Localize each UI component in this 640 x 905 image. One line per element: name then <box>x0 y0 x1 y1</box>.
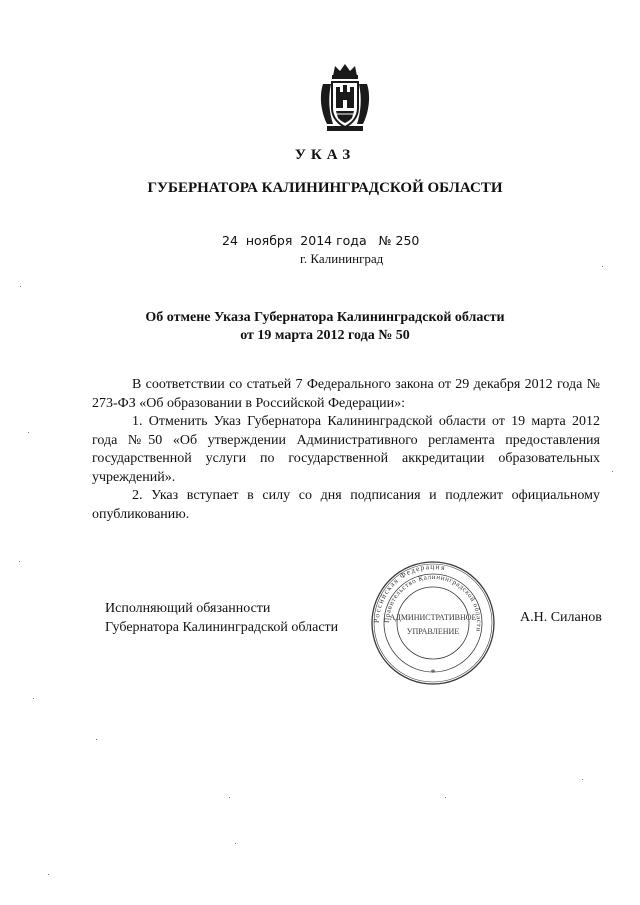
stamp-middle-text: Правительство Калининградской области <box>382 572 484 633</box>
decree-date-number: 24 ноября 2014 года № 250 <box>222 233 420 248</box>
signatory-position-line2: Губернатора Калининградской области <box>105 619 339 635</box>
signatory-name: А.Н. Силанов <box>520 610 602 625</box>
decree-subject-line1: Об отмене Указа Губернатора Калининградской области <box>145 310 505 325</box>
signatory-position-line1: Исполняющий обязанности <box>105 601 271 616</box>
decree-subject-line2: от 19 марта 2012 года № 50 <box>240 328 410 343</box>
decree-title: УКАЗ <box>294 147 356 163</box>
stamp-outer-text: Российская Федерация <box>371 561 447 624</box>
coat-of-arms-icon <box>317 62 373 134</box>
decree-subject <box>0 309 640 345</box>
decree-item-1: 1. Отменить Указ Губернатора Калининградской области от 19 марта 2012 года №50 «Об утверждении Административного регламента предоставления государственной услуги по государственной аккредитации образовательных учреждений». <box>92 414 600 485</box>
stamp-center-line2: УПРАВЛЕНИЕ <box>406 627 460 636</box>
decree-city: г. Калининград <box>300 251 384 266</box>
stamp-center-line1: АДМИНИСТРАТИВНОЕ <box>389 613 477 622</box>
official-seal-stamp <box>370 560 496 686</box>
decree-preamble: В соответствии со статьей 7 Федерального закона от 29 декабря 2012 года № 273-ФЗ «Об образовании в Российской Федерации»: <box>92 377 600 411</box>
signatory-position <box>105 600 338 637</box>
stamp-star-icon: * <box>430 668 436 679</box>
issuer-title: ГУБЕРНАТОРА КАЛИНИНГРАДСКОЙ ОБЛАСТИ <box>147 180 503 196</box>
decree-body <box>92 376 600 524</box>
decree-item-2: 2. Указ вступает в силу со дня подписания и подлежит официальному опубликованию. <box>92 488 600 522</box>
